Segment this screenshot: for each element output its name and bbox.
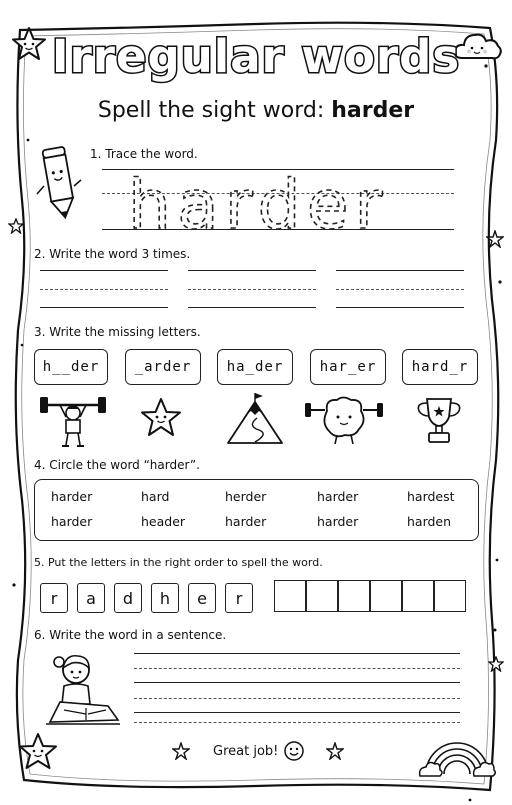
answer-slot[interactable] (338, 580, 370, 612)
answer-slot[interactable] (402, 580, 434, 612)
circle-word-option[interactable]: header (141, 514, 186, 529)
circle-word-option[interactable]: harder (225, 514, 267, 529)
circle-word-option[interactable]: herder (225, 489, 267, 504)
answer-slot[interactable] (306, 580, 338, 612)
answer-slot[interactable] (434, 580, 466, 612)
circle-word-grid (34, 479, 479, 541)
sentence-line[interactable] (134, 653, 460, 654)
missing-letter-box-4[interactable]: har_er (310, 349, 386, 385)
star-icon (8, 218, 24, 234)
scrambled-letter[interactable]: h (151, 583, 179, 613)
star-icon (326, 742, 344, 760)
answer-slot[interactable] (274, 580, 306, 612)
sentence-line[interactable] (134, 712, 460, 713)
star-face-icon (18, 732, 58, 770)
sentence-line[interactable] (134, 682, 460, 683)
scrambled-letter[interactable]: r (225, 583, 253, 613)
circle-word-option[interactable]: harder (51, 489, 93, 504)
subtitle (0, 98, 512, 123)
missing-letter-box-1[interactable]: h__der (34, 349, 108, 385)
scrambled-letter[interactable]: r (40, 583, 68, 613)
circle-word-option[interactable]: harden (407, 514, 452, 529)
answer-slot[interactable] (370, 580, 402, 612)
pencil-character-icon (34, 142, 84, 224)
star-face-icon (139, 396, 183, 440)
section-5-instruction: 5. Put the letters in the right order to spell the word. (34, 556, 323, 569)
subtitle-prefix: Spell the sight word: (97, 98, 325, 123)
star-icon (488, 656, 504, 672)
girl-writing-icon (42, 648, 122, 728)
missing-letter-box-5[interactable]: hard_r (402, 349, 478, 385)
rainbow-icon (418, 722, 496, 778)
circle-word-option[interactable]: hard (141, 489, 170, 504)
scrambled-letter[interactable]: d (114, 583, 142, 613)
scrambled-letter[interactable]: a (77, 583, 105, 613)
scrambled-letter[interactable]: e (188, 583, 216, 613)
missing-letter-box-2[interactable]: _arder (125, 349, 201, 385)
svg-text:harder: harder (128, 166, 389, 240)
strong-brain-icon (303, 393, 385, 447)
missing-letter-box-3[interactable]: ha_der (217, 349, 293, 385)
footer-text: Great job! (213, 744, 279, 759)
circle-word-option[interactable]: harder (51, 514, 93, 529)
trace-word (100, 160, 460, 240)
circle-word-option[interactable]: harder (317, 489, 359, 504)
smiley-icon (283, 740, 305, 762)
section-1-instruction: 1. Trace the word. (90, 147, 198, 161)
circle-word-option[interactable]: harder (317, 514, 359, 529)
section-2-instruction: 2. Write the word 3 times. (34, 247, 191, 261)
star-icon (486, 230, 504, 248)
section-3-instruction: 3. Write the missing letters. (34, 325, 201, 339)
trophy-icon (413, 395, 465, 447)
star-icon (172, 742, 190, 760)
sight-word: harder (331, 98, 415, 123)
weightlifter-icon (38, 393, 108, 449)
worksheet-title: Irregular words (51, 30, 461, 83)
section-4-instruction: 4. Circle the word “harder”. (34, 458, 200, 472)
section-6-instruction: 6. Write the word in a sentence. (34, 628, 227, 642)
circle-word-option[interactable]: hardest (407, 489, 455, 504)
mountain-icon (225, 392, 285, 446)
